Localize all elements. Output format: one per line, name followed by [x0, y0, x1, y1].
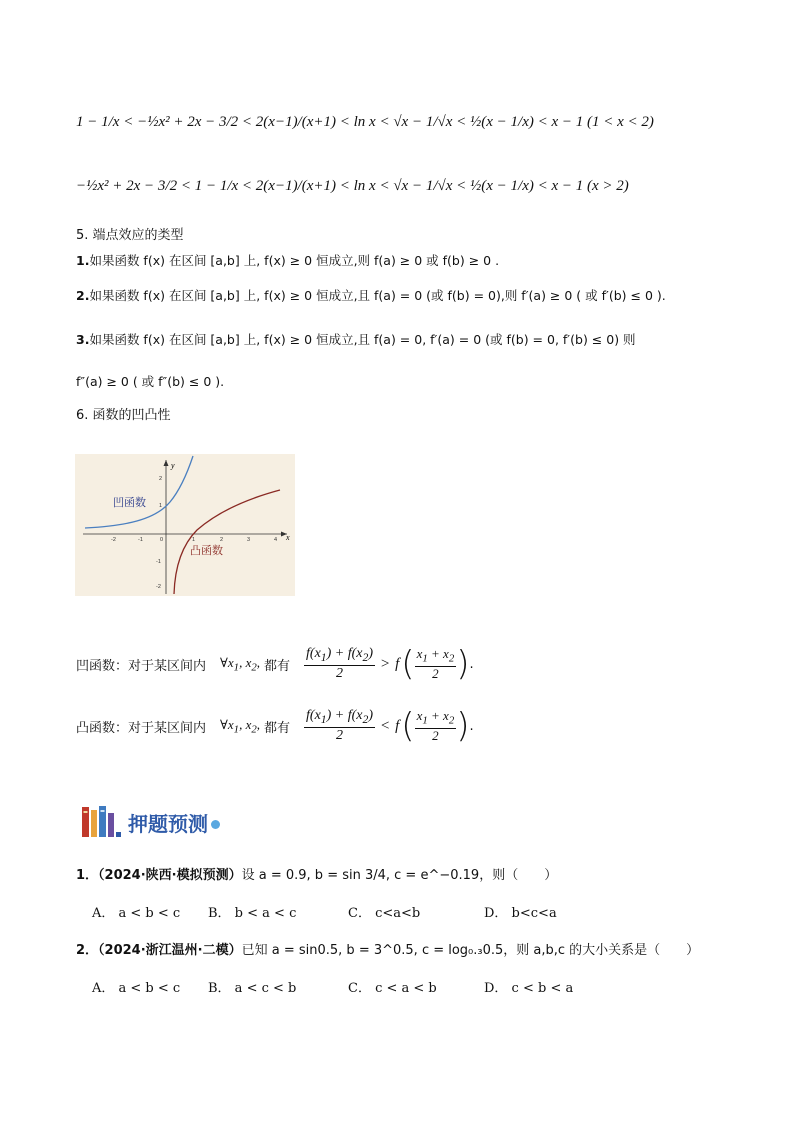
- section-5-title: 5. 端点效应的类型: [76, 228, 184, 243]
- concave-label: 凹函数: [113, 496, 146, 509]
- y-tick-label: -1: [156, 559, 161, 565]
- option-b[interactable]: B． a < c < b: [208, 981, 297, 996]
- rule-text: 如果函数 f(x) 在区间 [a,b] 上, f(x) ≥ 0 恒成立,且 f(a) = 0, f′(a) = 0 (或 f(b) = 0, f′(b) ≤ 0) 则: [89, 332, 636, 347]
- inequality-chain-2: −½x² + 2x − 3/2 < 1 − 1/x < 2(x−1)/(x+1) < ln x < √x − 1/√x < ½(x − 1/x) < x − 1 (x > 2): [76, 178, 629, 194]
- relation-symbol: <: [380, 717, 391, 734]
- question-2: [76, 939, 699, 958]
- question-source: （2024·浙江温州·二模）: [98, 943, 242, 958]
- quantifier: $\forall x_1$, $x_2$,: [220, 654, 261, 674]
- x-tick-label: 4: [274, 537, 278, 543]
- period: .: [469, 656, 474, 672]
- right-paren: ): [456, 706, 470, 746]
- section-6-title: 6. 函数的凹凸性: [76, 408, 171, 423]
- x-tick-label: 2: [220, 537, 224, 543]
- option-a[interactable]: A． a < b < c: [92, 981, 181, 996]
- option-b[interactable]: B． b < a < c: [208, 906, 297, 921]
- rule-3: [76, 330, 636, 348]
- question-stem: 设 a = 0.9, b = sin 3/4, c = e^−0.19，则（ ）: [241, 868, 558, 883]
- concave-def-mid: 都有: [264, 658, 291, 674]
- question-source: （2024·陕西·模拟预测）: [98, 868, 242, 883]
- average-of-values: $\frac{f(x_1) + f(x_2)}{2}$: [306, 646, 373, 682]
- banner-dot: [211, 820, 220, 829]
- rule-text: 如果函数 f(x) 在区间 [a,b] 上, f(x) ≥ 0 恒成立,则 f(a) ≥ 0 或 f(b) ≥ 0 .: [89, 253, 500, 268]
- banner-title: 押题预测: [128, 811, 208, 836]
- value-of-average: f: [395, 655, 400, 672]
- relation-symbol: >: [380, 655, 391, 672]
- option-a[interactable]: A． a < b < c: [92, 906, 181, 921]
- quantifier: $\forall x_1$, $x_2$,: [220, 716, 261, 736]
- left-paren: (: [401, 706, 415, 746]
- concave-definition: [76, 642, 474, 686]
- y-tick-label: 2: [159, 476, 163, 482]
- option-c[interactable]: C． c < a < b: [348, 981, 437, 996]
- y-tick-label: -2: [156, 584, 161, 590]
- rule-text: f″(a) ≥ 0 ( 或 f″(b) ≤ 0 ).: [76, 374, 225, 389]
- x-tick-label: -1: [138, 537, 143, 543]
- question-1: [76, 864, 557, 883]
- midpoint: $\frac{x_1 + x_2}{2}$: [416, 646, 455, 681]
- value-of-average: f: [395, 717, 400, 734]
- concave-def-prefix: 凹函数：对于某区间内: [76, 658, 207, 674]
- rule-1: [76, 251, 499, 269]
- x-tick-label: 0: [160, 537, 164, 543]
- y-axis-label: y: [171, 461, 175, 470]
- x-tick-label: 1: [192, 537, 196, 543]
- right-paren: ): [456, 644, 470, 684]
- option-d[interactable]: D． c < b < a: [484, 981, 574, 996]
- y-tick-label: 1: [159, 503, 163, 509]
- concavity-graph: [75, 454, 295, 596]
- books-icon: [80, 805, 124, 839]
- question-number: 1．: [76, 868, 99, 883]
- rule-3-continued: [76, 372, 224, 390]
- convex-def-prefix: 凸函数：对于某区间内: [76, 720, 207, 736]
- convex-def-mid: 都有: [264, 720, 291, 736]
- x-tick-label: 3: [247, 537, 251, 543]
- x-tick-label: -2: [111, 537, 116, 543]
- rule-2: [76, 286, 666, 304]
- inequality-chain-1: 1 − 1/x < −½x² + 2x − 3/2 < 2(x−1)/(x+1) < ln x < √x − 1/√x < ½(x − 1/x) < x − 1 (1 < x < 2): [76, 114, 654, 130]
- option-c[interactable]: C． c<a<b: [348, 906, 421, 921]
- convex-definition: [76, 704, 474, 748]
- rule-number: 1.: [76, 253, 90, 268]
- prediction-banner: [80, 802, 220, 842]
- left-paren: (: [401, 644, 415, 684]
- average-of-values: $\frac{f(x_1) + f(x_2)}{2}$: [306, 708, 373, 744]
- rule-number: 2.: [76, 288, 90, 303]
- question-number: 2．: [76, 943, 99, 958]
- question-stem: 已知 a = sin0.5, b = 3^0.5, c = log₀.₃0.5，则 a,b,c 的大小关系是（ ）: [241, 943, 700, 958]
- period: .: [469, 718, 474, 734]
- convex-label: 凸函数: [190, 544, 223, 557]
- x-axis-label: x: [286, 533, 290, 542]
- option-d[interactable]: D． b<c<a: [484, 906, 557, 921]
- rule-number: 3.: [76, 332, 90, 347]
- midpoint: $\frac{x_1 + x_2}{2}$: [416, 708, 455, 743]
- rule-text: 如果函数 f(x) 在区间 [a,b] 上, f(x) ≥ 0 恒成立,且 f(a) = 0 (或 f(b) = 0),则 f′(a) ≥ 0 ( 或 f′(b) ≤ 0 ).: [89, 288, 666, 303]
